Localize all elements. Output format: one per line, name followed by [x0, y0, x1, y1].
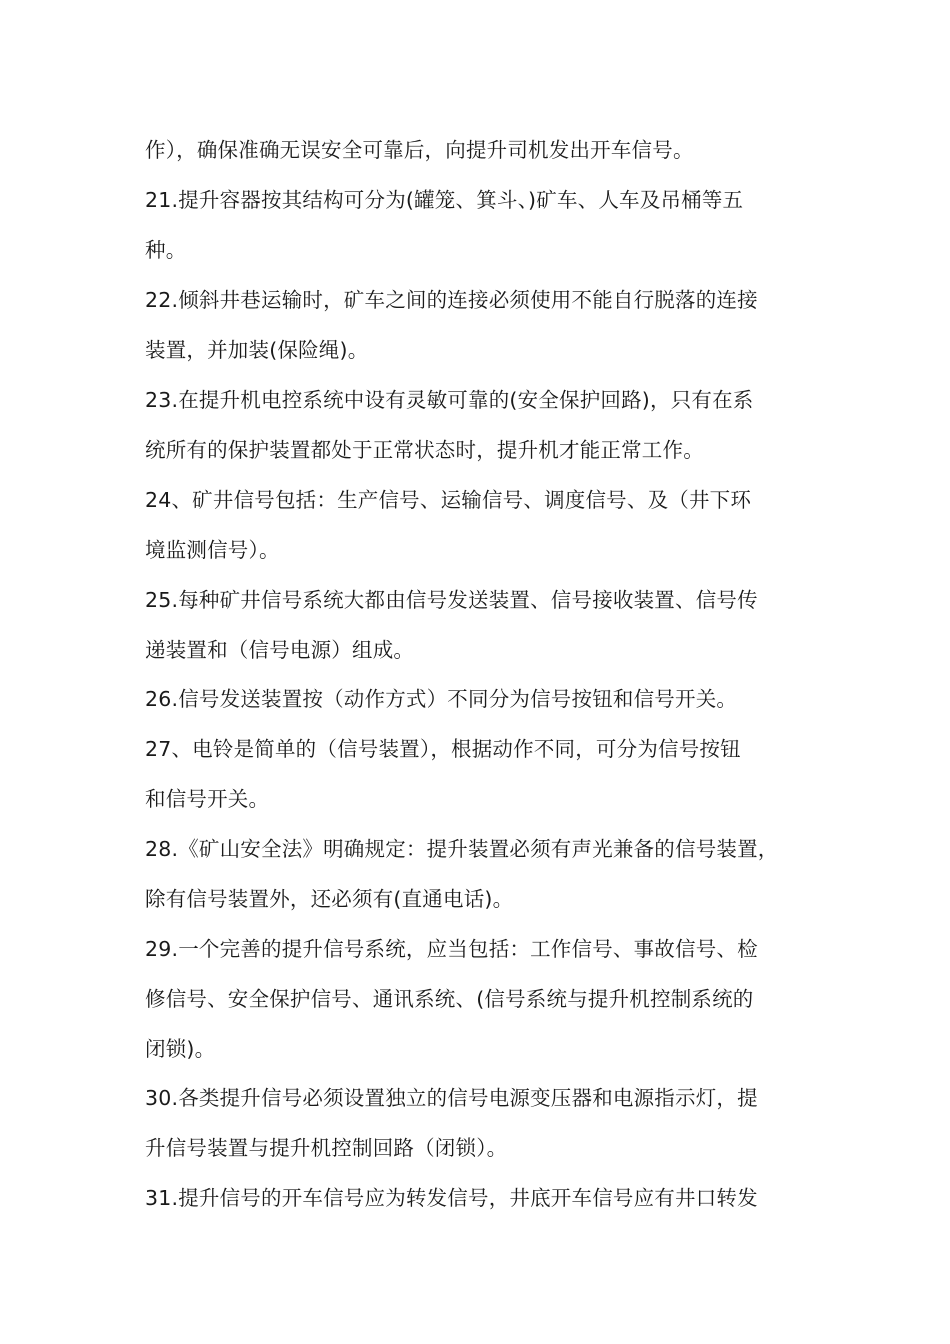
- text-line: 21.提升容器按其结构可分为(罐笼、箕斗、)矿车、人车及吊桶等五: [145, 188, 744, 212]
- text-line: 26.信号发送装置按（动作方式）不同分为信号按钮和信号开关。: [145, 687, 738, 711]
- text-line: 闭锁)。: [145, 1037, 216, 1061]
- text-line: 25.每种矿井信号系统大都由信号发送装置、信号接收装置、信号传: [145, 588, 758, 612]
- text-line: 统所有的保护装置都处于正常状态时，提升机才能正常工作。: [145, 438, 704, 462]
- text-line: 22.倾斜井巷运输时，矿车之间的连接必须使用不能自行脱落的连接: [145, 288, 758, 312]
- text-line: 30.各类提升信号必须设置独立的信号电源变压器和电源指示灯，提: [145, 1086, 758, 1110]
- text-line: 31.提升信号的开车信号应为转发信号，井底开车信号应有井口转发: [145, 1186, 758, 1210]
- text-line: 24、矿井信号包括：生产信号、运输信号、调度信号、及（井下环: [145, 488, 752, 512]
- text-line: 27、电铃是简单的（信号装置），根据动作不同，可分为信号按钮: [145, 737, 741, 761]
- text-line: 除有信号装置外，还必须有(直通电话)。: [145, 887, 514, 911]
- text-line: 28.《矿山安全法》明确规定：提升装置必须有声光兼备的信号装置，: [145, 837, 779, 861]
- text-line: 种。: [145, 238, 187, 262]
- text-line: 作），确保准确无误安全可靠后，向提升司机发出开车信号。: [145, 138, 694, 162]
- text-line: 23.在提升机电控系统中设有灵敏可靠的(安全保护回路)，只有在系: [145, 388, 754, 412]
- text-line: 修信号、安全保护信号、通讯系统、(信号系统与提升机控制系统的: [145, 987, 754, 1011]
- text-line: 29.一个完善的提升信号系统，应当包括：工作信号、事故信号、检: [145, 937, 758, 961]
- text-line: 和信号开关。: [145, 787, 270, 811]
- text-line: 升信号装置与提升机控制回路（闭锁）。: [145, 1136, 508, 1160]
- text-line: 递装置和（信号电源）组成。: [145, 638, 415, 662]
- text-line: 装置，并加装(保险绳)。: [145, 338, 369, 362]
- text-line: 境监测信号）。: [145, 538, 280, 562]
